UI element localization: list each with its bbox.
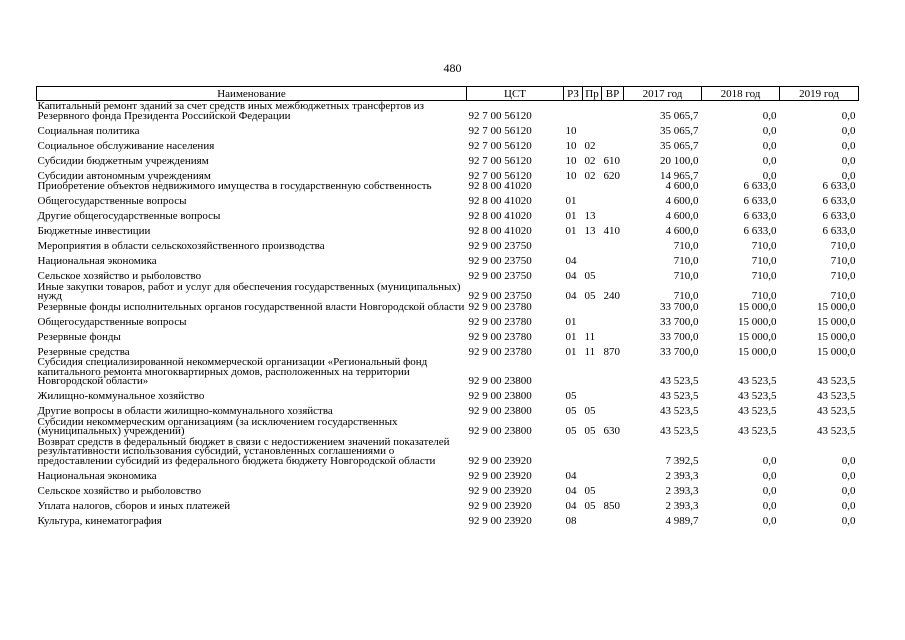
cell-vr: 870: [603, 345, 620, 358]
cell-2018: 0,0: [762, 514, 777, 527]
cell-pr: 05: [584, 290, 596, 302]
cell-2018: 0,0: [762, 139, 777, 152]
cell-2017: 7 392,5: [665, 454, 699, 467]
cell-rz: [564, 237, 583, 252]
cell-name: Социальное обслуживание населения: [37, 139, 215, 152]
cell-cst: 92 9 00 23780: [468, 300, 532, 313]
cell-2018: 0,0: [762, 484, 777, 497]
cell-rz: 04: [565, 270, 577, 282]
cell-pr: 13: [584, 210, 596, 222]
cell-name: Субсидии бюджетным учреждениям: [37, 154, 209, 167]
cell-2019: 6 633,0: [822, 210, 856, 222]
cell-cst: 92 7 00 56120: [468, 109, 532, 122]
cell-cst: 92 9 00 23750: [468, 255, 532, 267]
table-row: [37, 252, 859, 267]
cell-cst: 92 9 00 23920: [468, 499, 532, 512]
cell-cst: 92 8 00 41020: [468, 225, 532, 237]
cell-2018: 710,0: [751, 290, 777, 302]
cell-rz: 01: [565, 195, 577, 207]
cell-2018: 0,0: [762, 154, 777, 167]
cell-2018: 0,0: [762, 124, 777, 137]
cell-2017: 2 393,3: [665, 484, 699, 497]
header-2019: 2019 год: [780, 87, 859, 101]
table-row: [37, 121, 859, 136]
cell-name: Резервные фонды исполнительных органов государственной власти Новгородской области: [37, 300, 465, 313]
table-row: [37, 481, 859, 496]
cell-pr: 05: [584, 499, 596, 512]
cell-pr: [583, 237, 602, 252]
table-row: [37, 437, 859, 467]
cell-cst: 92 9 00 23750: [468, 290, 532, 302]
cell-cst: 92 9 00 23920: [468, 484, 532, 497]
table-row: [37, 387, 859, 402]
cell-rz: 04: [565, 290, 577, 302]
cell-name: Другие общегосударственные вопросы: [37, 210, 221, 222]
cell-2018: 15 000,0: [738, 345, 777, 358]
header-pr: Пр: [583, 87, 602, 101]
cell-2017: 35 065,7: [660, 109, 699, 122]
cell-vr: 850: [603, 499, 620, 512]
cell-2019: 0,0: [841, 514, 856, 527]
cell-vr: 610: [603, 154, 620, 167]
table-row: [37, 207, 859, 222]
cell-2018: 43 523,5: [738, 375, 777, 387]
cell-2019: 710,0: [830, 255, 856, 267]
cell-cst: 92 9 00 23800: [468, 425, 532, 437]
cell-2019: 15 000,0: [817, 330, 856, 343]
cell-vr: [602, 192, 624, 207]
cell-cst: 92 9 00 23920: [468, 469, 532, 482]
cell-cst: 92 8 00 41020: [468, 210, 532, 222]
cell-2019: 0,0: [841, 499, 856, 512]
table-row: [37, 166, 859, 181]
cell-vr: [602, 327, 624, 342]
cell-2019: 6 633,0: [822, 195, 856, 207]
cell-pr: 11: [584, 330, 596, 343]
cell-2019: 15 000,0: [817, 345, 856, 358]
cell-pr: 05: [584, 270, 596, 282]
cell-2018: 43 523,5: [738, 425, 777, 437]
cell-name: Иные закупки товаров, работ и услуг для обеспечения государственных (муниципальных) нужд: [37, 280, 461, 302]
cell-pr: [583, 252, 602, 267]
cell-2018: 43 523,5: [738, 390, 777, 402]
cell-2019: 15 000,0: [817, 300, 856, 313]
cell-2019: 43 523,5: [817, 425, 856, 437]
cell-pr: 05: [584, 425, 596, 437]
cell-vr: [602, 101, 624, 122]
cell-name: Капитальный ремонт зданий за счет средств иных межбюджетных трансфертов из Резервного фонда Президента Российской Федерации: [37, 100, 424, 122]
cell-2018: 0,0: [762, 469, 777, 482]
cell-pr: 11: [584, 345, 596, 358]
table-row: [37, 136, 859, 151]
table-row: [37, 402, 859, 417]
cell-2017: 43 523,5: [660, 425, 699, 437]
cell-rz: 04: [565, 255, 577, 267]
cell-name: Мероприятия в области сельскохозяйственного производства: [37, 240, 325, 252]
cell-2019: 0,0: [841, 454, 856, 467]
cell-name: Жилищно-коммунальное хозяйство: [37, 390, 205, 402]
cell-2018: 0,0: [762, 499, 777, 512]
table-row: [37, 101, 859, 122]
cell-rz: 05: [565, 390, 577, 402]
cell-2017: 710,0: [673, 240, 699, 252]
cell-rz: 01: [565, 330, 577, 343]
cell-cst: 92 8 00 41020: [468, 195, 532, 207]
cell-name: Сельское хозяйство и рыболовство: [37, 270, 202, 282]
cell-2018: 15 000,0: [738, 330, 777, 343]
cell-2019: 43 523,5: [817, 405, 856, 417]
cell-vr: [602, 252, 624, 267]
cell-2019: 6 633,0: [822, 180, 856, 192]
table-body: [37, 101, 859, 527]
cell-2019: 0,0: [841, 109, 856, 122]
cell-pr: [583, 192, 602, 207]
table-row: [37, 267, 859, 282]
cell-name: Уплата налогов, сборов и иных платежей: [37, 499, 231, 512]
cell-2018: 0,0: [762, 169, 777, 182]
cell-2017: 710,0: [673, 255, 699, 267]
table-row: [37, 312, 859, 327]
cell-pr: [583, 466, 602, 481]
cell-cst: 92 8 00 41020: [468, 180, 532, 192]
cell-vr: [602, 387, 624, 402]
table-row: [37, 151, 859, 166]
table-row: [37, 222, 859, 237]
cell-2018: 0,0: [762, 454, 777, 467]
budget-table: [36, 86, 859, 526]
cell-2018: 710,0: [751, 240, 777, 252]
header-vr: ВР: [602, 87, 624, 101]
cell-2017: 710,0: [673, 290, 699, 302]
cell-2019: 710,0: [830, 240, 856, 252]
cell-2019: 6 633,0: [822, 225, 856, 237]
cell-cst: 92 9 00 23920: [468, 514, 532, 527]
cell-2017: 43 523,5: [660, 390, 699, 402]
table-row: [37, 237, 859, 252]
cell-pr: 05: [584, 484, 596, 497]
cell-name: Субсидии автономным учреждениям: [37, 169, 211, 182]
cell-2019: 0,0: [841, 169, 856, 182]
cell-vr: [602, 481, 624, 496]
cell-cst: 92 9 00 23780: [468, 345, 532, 358]
cell-vr: [602, 511, 624, 526]
cell-rz: 05: [565, 405, 577, 417]
cell-rz: 01: [565, 210, 577, 222]
cell-name: Национальная экономика: [37, 255, 157, 267]
cell-pr: [583, 437, 602, 467]
cell-cst: 92 7 00 56120: [468, 139, 532, 152]
cell-2017: 710,0: [673, 270, 699, 282]
table-row: [37, 496, 859, 511]
cell-2017: 4 600,0: [665, 195, 699, 207]
cell-rz: 08: [565, 514, 577, 527]
cell-name: Сельское хозяйство и рыболовство: [37, 484, 202, 497]
table-row: [37, 357, 859, 387]
cell-rz: 01: [565, 345, 577, 358]
cell-cst: 92 9 00 23780: [468, 315, 532, 328]
cell-pr: [583, 357, 602, 387]
table-row: [37, 282, 859, 302]
table-row: [37, 327, 859, 342]
cell-2017: 43 523,5: [660, 375, 699, 387]
cell-2018: 15 000,0: [738, 315, 777, 328]
table-row: [37, 466, 859, 481]
cell-rz: 10: [565, 169, 577, 182]
cell-rz: [564, 181, 583, 192]
cell-vr: [602, 121, 624, 136]
cell-name: Возврат средств в федеральный бюджет в связи с недостижением значений показателей результативности использования субсидий, установленных соглашениями о предоставлении субсидий из федерального бюджета бюджету Новгородской области: [37, 435, 450, 467]
cell-2018: 0,0: [762, 109, 777, 122]
table-row: [37, 511, 859, 526]
cell-2018: 6 633,0: [743, 210, 777, 222]
cell-2017: 20 100,0: [660, 154, 699, 167]
cell-2019: 710,0: [830, 270, 856, 282]
cell-vr: [602, 237, 624, 252]
table-row: [37, 302, 859, 313]
cell-cst: 92 7 00 56120: [468, 124, 532, 137]
header-cst: ЦСТ: [467, 87, 564, 101]
header-rz: РЗ: [564, 87, 583, 101]
cell-2017: 33 700,0: [660, 315, 699, 328]
cell-cst: 92 7 00 56120: [468, 154, 532, 167]
cell-pr: 02: [584, 169, 596, 182]
cell-cst: 92 7 00 56120: [468, 169, 532, 182]
cell-vr: [602, 207, 624, 222]
cell-name: Социальная политика: [37, 124, 140, 137]
table-row: [37, 181, 859, 192]
cell-name: Субсидии некоммерческим организациям (за исключением государственных (муниципальных) учреждений): [37, 415, 398, 437]
cell-rz: [564, 302, 583, 313]
cell-vr: [602, 181, 624, 192]
cell-2019: 0,0: [841, 124, 856, 137]
cell-cst: 92 9 00 23780: [468, 330, 532, 343]
cell-rz: 01: [565, 225, 577, 237]
cell-2017: 43 523,5: [660, 405, 699, 417]
cell-2017: 35 065,7: [660, 124, 699, 137]
cell-2017: 35 065,7: [660, 139, 699, 152]
cell-pr: 02: [584, 154, 596, 167]
cell-vr: [602, 312, 624, 327]
cell-name: Национальная экономика: [37, 469, 157, 482]
cell-vr: [602, 136, 624, 151]
cell-cst: 92 9 00 23800: [468, 375, 532, 387]
cell-rz: [564, 101, 583, 122]
cell-2019: 710,0: [830, 290, 856, 302]
cell-cst: 92 9 00 23750: [468, 270, 532, 282]
cell-2017: 2 393,3: [665, 469, 699, 482]
cell-2018: 6 633,0: [743, 225, 777, 237]
cell-2018: 15 000,0: [738, 300, 777, 313]
cell-rz: 04: [565, 469, 577, 482]
table-row: [37, 417, 859, 437]
cell-pr: [583, 511, 602, 526]
cell-name: Резервные средства: [37, 345, 130, 358]
cell-2018: 6 633,0: [743, 180, 777, 192]
cell-pr: [583, 121, 602, 136]
cell-2017: 33 700,0: [660, 330, 699, 343]
cell-2019: 0,0: [841, 139, 856, 152]
cell-2017: 2 393,3: [665, 499, 699, 512]
cell-vr: [602, 437, 624, 467]
cell-2018: 710,0: [751, 270, 777, 282]
cell-cst: 92 9 00 23800: [468, 405, 532, 417]
cell-2019: 43 523,5: [817, 390, 856, 402]
cell-2017: 14 965,7: [660, 169, 699, 182]
cell-cst: 92 9 00 23800: [468, 390, 532, 402]
cell-vr: [602, 267, 624, 282]
cell-rz: 05: [565, 425, 577, 437]
cell-2019: 0,0: [841, 154, 856, 167]
page-number: 480: [443, 61, 462, 75]
cell-pr: [583, 387, 602, 402]
cell-2018: 6 633,0: [743, 195, 777, 207]
cell-2017: 4 600,0: [665, 180, 699, 192]
header-2018: 2018 год: [702, 87, 780, 101]
cell-name: Субсидия специализированной некоммерческой организации «Региональный фонд капитального ремонта многоквартирных домов, расположенных на территории Новгородской области»: [37, 356, 428, 387]
cell-2019: 0,0: [841, 484, 856, 497]
cell-rz: 01: [565, 315, 577, 328]
cell-2017: 4 600,0: [665, 210, 699, 222]
cell-pr: 02: [584, 139, 596, 152]
cell-2018: 43 523,5: [738, 405, 777, 417]
cell-2017: 33 700,0: [660, 345, 699, 358]
cell-2017: 33 700,0: [660, 300, 699, 313]
cell-vr: [602, 402, 624, 417]
cell-rz: 10: [565, 154, 577, 167]
table-row: [37, 192, 859, 207]
header-2017: 2017 год: [624, 87, 702, 101]
cell-vr: 410: [603, 225, 620, 237]
cell-rz: 04: [565, 499, 577, 512]
cell-pr: [583, 312, 602, 327]
cell-2018: 710,0: [751, 255, 777, 267]
cell-vr: [602, 466, 624, 481]
cell-pr: 13: [584, 225, 596, 237]
cell-name: Общегосударственные вопросы: [37, 315, 187, 328]
cell-2019: 15 000,0: [817, 315, 856, 328]
cell-name: Культура, кинематография: [37, 514, 162, 527]
cell-rz: 10: [565, 124, 577, 137]
cell-pr: [583, 302, 602, 313]
cell-2017: 4 989,7: [665, 514, 699, 527]
cell-vr: 240: [603, 290, 620, 302]
cell-name: Бюджетные инвестиции: [37, 225, 151, 237]
table-row: [37, 342, 859, 357]
cell-vr: [602, 302, 624, 313]
cell-vr: [602, 357, 624, 387]
cell-rz: 10: [565, 139, 577, 152]
cell-name: Общегосударственные вопросы: [37, 195, 187, 207]
header-name: Наименование: [37, 87, 467, 101]
cell-vr: 620: [603, 169, 620, 182]
cell-name: Приобретение объектов недвижимого имущества в государственную собственность: [37, 180, 432, 192]
cell-rz: [564, 357, 583, 387]
cell-2019: 43 523,5: [817, 375, 856, 387]
cell-cst: 92 9 00 23920: [468, 454, 532, 467]
cell-rz: 04: [565, 484, 577, 497]
table-header: [37, 87, 859, 101]
cell-cst: 92 9 00 23750: [468, 240, 532, 252]
cell-2019: 0,0: [841, 469, 856, 482]
cell-name: Резервные фонды: [37, 330, 121, 343]
cell-pr: 05: [584, 405, 596, 417]
cell-pr: [583, 101, 602, 122]
cell-rz: [564, 437, 583, 467]
cell-2017: 4 600,0: [665, 225, 699, 237]
cell-vr: 630: [603, 425, 620, 437]
cell-pr: [583, 181, 602, 192]
cell-name: Другие вопросы в области жилищно-коммунального хозяйства: [37, 405, 333, 417]
